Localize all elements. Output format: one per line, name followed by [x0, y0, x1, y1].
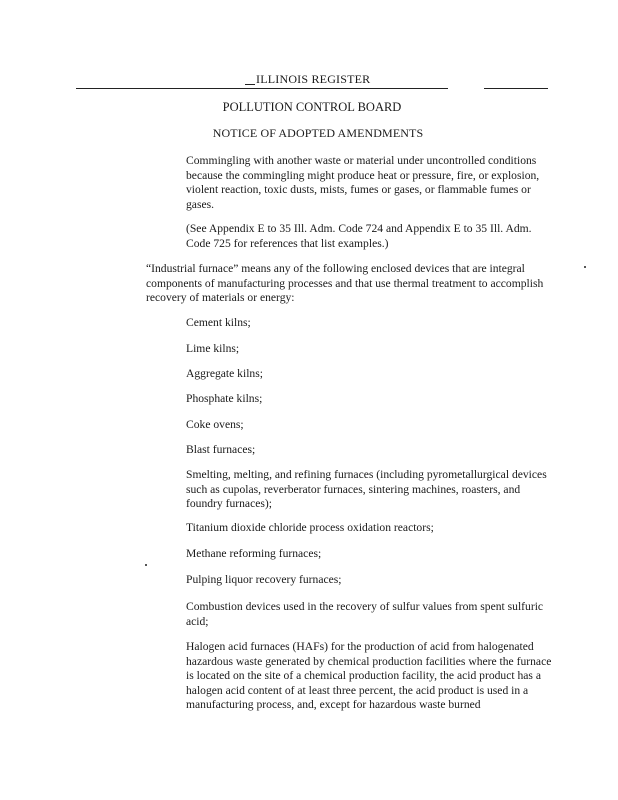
register-title: ILLINOIS REGISTER	[256, 72, 371, 86]
list-item: Lime kilns;	[186, 342, 240, 355]
header-rule-left	[245, 84, 255, 85]
list-item: Halogen acid furnaces (HAFs) for the production of acid from halogenated hazardous waste generated by chemical production facilities where the furnace is located on the site of a chemical production facility, the acid product has a halogen acid content of at least three percent, the acid product is used in a manufacturing process, and, except for hazardous waste burned	[186, 640, 552, 712]
board-name: POLLUTION CONTROL BOARD	[222, 100, 402, 114]
header-rule	[76, 88, 448, 89]
list-item: Titanium dioxide chloride process oxidation reactors;	[186, 521, 434, 534]
list-item: Methane reforming furnaces;	[186, 547, 322, 560]
industrial-furnace-definition: “Industrial furnace” means any of the following enclosed devices that are integral components of manufacturing processes and that use thermal treatment to accomplish recovery of materials or energy:	[146, 262, 544, 305]
list-item: Blast furnaces;	[186, 443, 256, 456]
appendix-reference: (See Appendix E to 35 Ill. Adm. Code 724 and Appendix E to 35 Ill. Adm. Code 725 for references that list examples.)	[186, 222, 532, 250]
commingling-paragraph: Commingling with another waste or material under uncontrolled conditions because the commingling might produce heat or pressure, fire, or explosion, violent reaction, toxic dusts, mists, fumes or gases, or flammable fumes or gases.	[186, 154, 540, 211]
list-item: Smelting, melting, and refining furnaces (including pyrometallurgical devices such as cupolas, reverberator furnaces, sintering machines, roasters, and foundry furnaces);	[186, 468, 547, 511]
page-number-blank	[484, 88, 548, 89]
list-item: Pulping liquor recovery furnaces;	[186, 573, 342, 586]
list-item: Cement kilns;	[186, 316, 251, 329]
list-item: Coke ovens;	[186, 418, 244, 431]
scan-speck	[584, 266, 586, 268]
list-item: Phosphate kilns;	[186, 392, 263, 405]
notice-title: NOTICE OF ADOPTED AMENDMENTS	[212, 126, 424, 140]
list-item: Aggregate kilns;	[186, 367, 263, 380]
scan-speck	[145, 564, 147, 566]
list-item: Combustion devices used in the recovery of sulfur values from spent sulfuric acid;	[186, 600, 544, 628]
